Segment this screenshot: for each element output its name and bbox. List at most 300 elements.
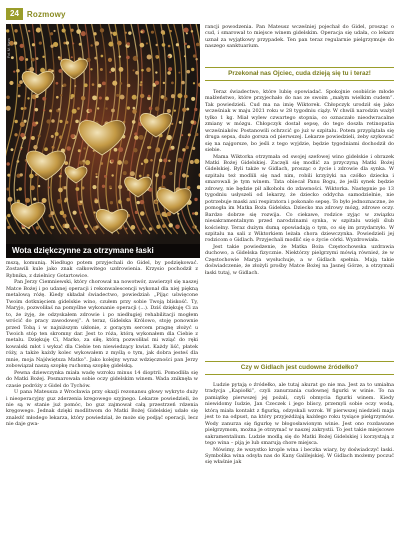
rosary-bead [168, 45, 171, 48]
rosary-bead [169, 30, 171, 32]
rosary-bead [58, 188, 63, 193]
rosary-bead [132, 120, 136, 124]
rosary-bead [49, 109, 52, 112]
rosary-bead [149, 107, 153, 111]
rosary-bead [127, 106, 130, 109]
rosary-bead [148, 95, 151, 98]
rosary-bead [188, 133, 191, 136]
rosary-bead [60, 173, 62, 175]
rosary-bead [7, 174, 10, 177]
rosary-bead [9, 81, 13, 85]
rosary-bead [171, 123, 173, 125]
rosary-bead [6, 95, 10, 99]
rosary-bead [105, 107, 107, 109]
rosary-bead [184, 28, 189, 33]
rosary-bead [127, 42, 130, 45]
rosary-bead [88, 109, 92, 113]
rosary-bead [194, 108, 197, 111]
rosary-bead [14, 133, 17, 136]
rosary-bead [36, 28, 41, 33]
rosary-bead [20, 44, 24, 48]
rosary-bead [116, 94, 119, 97]
rosary-bead [108, 58, 112, 62]
rosary-bead [43, 109, 45, 111]
rosary-bead [192, 147, 195, 150]
rosary-bead [59, 120, 62, 123]
rosary-bead [124, 160, 128, 164]
rosary-bead [25, 58, 28, 61]
rosary-bead [93, 211, 95, 213]
rosary-bead [192, 212, 195, 215]
rosary-bead [81, 186, 84, 189]
rosary-bead [125, 227, 127, 229]
rosary-bead [78, 149, 81, 152]
rosary-bead [135, 71, 139, 75]
rosary-bead [94, 57, 97, 60]
rosary-bead [139, 135, 144, 140]
rosary-bead [84, 224, 88, 228]
rosary-bead [155, 106, 160, 111]
article-right-middle [205, 89, 394, 276]
rosary-bead [156, 211, 160, 215]
rosary-bead [100, 28, 104, 32]
section-title: Rozmowy [26, 9, 66, 19]
rosary-bead [171, 94, 175, 98]
rosary-bead [113, 32, 117, 36]
divider-rule [205, 361, 394, 362]
rosary-bead [185, 146, 189, 150]
rosary-bead [59, 136, 62, 139]
rosary-bead [23, 120, 26, 123]
rosary-bead [111, 109, 115, 113]
rosary-bead [56, 96, 59, 99]
rosary-bead [163, 158, 167, 162]
rosary-bead [168, 56, 170, 58]
rosary-bead [60, 94, 62, 96]
rosary-bead [11, 148, 14, 151]
rosary-bead [52, 146, 55, 149]
rosary-bead [177, 213, 179, 215]
article-paragraph: Pewna dziewczynka miała wadę wzroku minus 14 dioptrii. Pomodliła się do Matki Bożej. Posmarowała sobie oczy gidelskim winem. Wada zniknęła w czasie podróży z Gidel do Tychów. [6, 369, 198, 389]
rosary-bead [38, 135, 41, 138]
rosary-bead [137, 201, 140, 204]
rosary-bead [133, 69, 135, 71]
rosary-bead [187, 45, 190, 48]
rosary-bead [53, 30, 55, 32]
divider-rule [205, 374, 394, 375]
rosary-bead [30, 185, 35, 190]
rosary-bead [167, 71, 171, 75]
rosary-bead [24, 107, 27, 110]
rosary-bead [51, 135, 54, 138]
rosary-bead [6, 162, 9, 165]
article-left-column [6, 260, 198, 428]
rosary-bead [33, 198, 36, 201]
rosary-bead [132, 95, 137, 100]
rosary-bead [190, 120, 194, 124]
rosary-bead [99, 96, 102, 99]
rosary-bead [149, 227, 152, 230]
rosary-bead [32, 43, 35, 46]
rosary-bead [191, 30, 193, 32]
rosary-bead [155, 55, 158, 58]
rosary-bead [123, 171, 127, 175]
rosary-bead [21, 107, 24, 110]
article-right-bottom [205, 382, 394, 466]
rosary-bead [193, 54, 196, 57]
rosary-bead [11, 56, 14, 59]
rosary-bead [27, 69, 29, 71]
rosary-bead [14, 29, 17, 32]
rosary-bead [110, 201, 113, 204]
rosary-bead [162, 43, 166, 47]
rosary-bead [31, 58, 35, 62]
rosary-bead [53, 42, 58, 47]
article-paragraph: rancji powodzenia. Pan Mateusz wcześniej pojechał do Gidel, prosząc o cud, i smarował to miejsce winem gidelskim. Operacja się udała, co lekarz uznał za wyjątkowy przypadek. Ten pan teraz regularnie pielgrzymuje do naszego sanktuarium. [205, 24, 394, 50]
rosary-bead [195, 133, 198, 136]
rosary-bead [184, 95, 188, 99]
rosary-bead [178, 72, 180, 74]
article-paragraph: Jest takie powiedzenie, że Matka Boża Częstochowska uzdrawia duchowo, a Gidelska fizycznie. Niektórzy pielgrzymi mówią również, że w Częstochowie Maryja wysłuchuje, a w Gidlach spełnia. Mają takie doświadczenie, że złożyli prośby Matce Bożej na Jasnej Górze, a otrzymali łaski tutaj, w Gidlach. [205, 243, 394, 276]
rosary-bead [31, 136, 35, 140]
rosary-bead [97, 107, 99, 109]
rosary-bead [6, 29, 9, 32]
rosary-bead [133, 107, 136, 110]
rosary-bead [156, 225, 160, 229]
rosary-bead [176, 43, 179, 46]
rosary-bead [177, 158, 182, 163]
rosary-bead [96, 176, 98, 178]
rosary-bead [168, 160, 170, 162]
rosary-bead [140, 94, 144, 98]
rosary-bead [147, 174, 150, 177]
rosary-bead [162, 32, 165, 35]
rosary-bead [48, 186, 50, 188]
rosary-bead [179, 121, 182, 124]
rosary-bead [111, 174, 113, 176]
rosary-bead [50, 211, 54, 215]
rosary-bead [33, 145, 37, 149]
rosary-bead [147, 54, 152, 59]
rosary-bead [162, 224, 166, 228]
rosary-bead [175, 224, 180, 229]
rosary-bead [190, 160, 194, 164]
rosary-bead [79, 43, 82, 46]
rosary-bead [17, 84, 20, 87]
rosary-bead [44, 147, 48, 151]
subheading-spring: Czy w Gidlach jest cudowne źródełko? [240, 364, 359, 371]
rosary-bead [50, 32, 53, 35]
rosary-bead [72, 43, 74, 45]
rosary-bead [19, 187, 22, 190]
rosary-bead [83, 147, 85, 149]
rosary-bead [150, 159, 153, 162]
rosary-bead [112, 81, 117, 86]
rosary-bead [141, 163, 143, 165]
rosary-bead [155, 71, 157, 73]
rosary-bead [51, 119, 55, 123]
rosary-bead [74, 85, 76, 87]
rosary-bead [186, 70, 190, 74]
rosary-bead [95, 173, 97, 175]
rosary-bead [125, 32, 127, 34]
rosary-bead [95, 225, 98, 228]
rosary-bead [163, 97, 167, 101]
rosary-bead [58, 69, 62, 73]
rosary-bead [194, 159, 199, 164]
rosary-bead [77, 107, 80, 110]
rosary-bead [63, 214, 67, 218]
rosary-bead [95, 41, 100, 46]
rosary-bead [73, 211, 77, 215]
rosary-bead [117, 160, 122, 165]
photo-caption: Wota dziękczynne za otrzymane łaski [6, 244, 200, 258]
rosary-bead [135, 211, 138, 214]
rosary-bead [63, 83, 66, 86]
rosary-bead [117, 41, 122, 46]
rosary-bead [162, 175, 166, 179]
rosary-bead [56, 82, 59, 85]
page-header [6, 8, 66, 20]
rosary-bead [51, 70, 54, 73]
rosary-bead [19, 56, 24, 61]
rosary-bead [80, 200, 83, 203]
rosary-bead [127, 84, 131, 88]
rosary-bead [186, 175, 188, 177]
rosary-bead [102, 185, 105, 188]
rosary-bead [186, 108, 189, 111]
rosary-bead [29, 174, 34, 179]
rosary-bead [148, 188, 152, 192]
rosary-bead [92, 185, 96, 189]
rosary-bead [182, 108, 186, 112]
rosary-bead [184, 55, 186, 57]
rosary-bead [90, 68, 92, 70]
article-paragraph: mszą, komunią. Niedługo potem przyjechali do Gidel, by podziękować. Zostawili kule jako znak całkowitego uzdrowienia. Krzysio pochodził z Rybnika, z dzielnicy Gotartowice. [6, 260, 198, 279]
rosary-bead [59, 175, 62, 178]
article-right-top [205, 24, 394, 50]
rosary-bead [109, 185, 112, 188]
rosary-bead [196, 43, 200, 47]
rosary-bead [14, 120, 17, 123]
article-paragraph: U pana Mateusza z Wrocławia przy okazji rezonansu głowy wykryto duży i nieoperacyjny guz zderzenia kregowego szyjnego. Lekarze powiedzieli, że nie są w stanie już pomóc, bo guz zajmował całą przestrzeń rdzenia kręgowego. Jednak dzięki modlitwom do Matki Bożej Gidelskiej udało się znaleźć młodego lekarza, który powiedział, że może się podjąć operacji, lecz nie daje gwa- [6, 389, 198, 428]
rosary-bead [177, 93, 182, 98]
rosary-bead [140, 43, 145, 48]
rosary-bead [154, 200, 157, 203]
rosary-bead [151, 31, 154, 34]
rosary-bead [195, 58, 197, 60]
rosary-bead [140, 83, 143, 86]
rosary-bead [16, 69, 20, 73]
rosary-bead [64, 200, 67, 203]
rosary-bead [119, 56, 121, 58]
rosary-bead [109, 71, 111, 73]
article-paragraph: Teraz świadectwo, które lubię opowiadać. Spokojnie osobiście młode małżeństwo, które przyjechało do nas ze swoim „małym wielkim cudem”. Tak powiedzieli. Cud ma na imię Wiktorek. Chłopczyk urodził się jako wcześniak w maju 2021 roku w 28 tygodniu ciąży. W chwili narodzin ważył tylko 1 kg. Miał wylew czwartego stopnia, co oznaczało nieodwracalne zmiany w mózgu. Chłopczyk dostał sepsę, do tego doszła retinopatia wcześniaków. Postanowili ochrzcić go już w szpitalu. Potem przyplątała się druga sepsa, dużo gorsza od pierwszej. Lekarze powiedzieli, żeby szykować się na najgorsze, bo jeśli z tego wyjdzie, będzie tygodniami dochodził do siebie. [205, 89, 394, 154]
article-paragraph: Pan Jerzy Ciemniewski, który chorował na nowotwór, zawierzył się naszej Matce Bożej i po udanej operacji i rekonwalescencji wykonał dla niej piękną metalową różę. Kiedy składał świadectwo, powiedział: „Pijąc uświęcone Twoim dotknięciem gidelskie wino, czułem przy sobie Twoją bliskość. Ty, Maryjo, pozwoliłaś na pomyślne wykonanie operacji (...). Dziś dziękuję Ci za to, że żyję, że odzyskałem zdrowie i po niedługiej rehabilitacji mogłem wrócić do pracy zawodowej”. A teraz, Gidelska Królowo, stoję ponownie przed Tobą i w najniższym ukłonie, z gorącym sercem pragnę złożyć u Twoich stóp ten skromny dar. Jest to róża, którą wykonałem dla Ciebie z metalu. Dziękuję Ci, Marko, za siłę, którą pozwoliłaś mi wziąć do ręki kowalski młot i wykuć dla Ciebie ten niewiedzący kwiat. Każdy liść, płatek róży, a także każdy kolec wykowałem z myślą o tym, jak dobra jesteś dla mnie, moja Najświętsza Matko”. Jako kolejny wyraz wdzięczności pan Jerzy zobowiązał naszą szopkę ruchomą szopkę gidelską. [6, 279, 198, 370]
rosary-bead [100, 68, 103, 71]
rosary-bead [108, 42, 113, 47]
rosary-bead [155, 147, 160, 152]
rosary-bead [101, 55, 104, 58]
rosary-bead [194, 198, 197, 201]
rosary-bead [66, 146, 71, 151]
rosary-bead [70, 134, 74, 138]
rosary-bead [146, 42, 148, 44]
rosary-bead [42, 56, 44, 58]
rosary-bead [55, 132, 59, 136]
rosary-bead [64, 186, 67, 189]
rosary-bead [100, 162, 103, 165]
rosary-bead [111, 159, 114, 162]
rosary-bead [133, 148, 137, 152]
rosary-bead [131, 225, 136, 230]
rosary-bead [169, 172, 172, 175]
rosary-bead [82, 160, 85, 163]
rosary-bead [140, 81, 142, 83]
rosary-bead [98, 84, 102, 88]
rosary-bead [191, 68, 194, 71]
rosary-bead [132, 109, 137, 114]
rosary-bead [149, 146, 152, 149]
rosary-bead [155, 173, 159, 177]
rosary-bead [90, 44, 92, 46]
rosary-bead [155, 81, 159, 85]
rosary-bead [51, 226, 54, 229]
rosary-bead [94, 199, 98, 203]
divider-rule [205, 67, 394, 68]
votive-offerings-photo [6, 24, 200, 258]
rosary-bead [64, 223, 69, 228]
rosary-bead [62, 28, 66, 32]
votive-offerings-illustration [6, 24, 200, 258]
rosary-bead [182, 173, 186, 177]
rosary-bead [71, 94, 75, 98]
article-paragraph: Ludzie pytają o źródełko, ale tutaj akurat go nie ma. Jest za to umiałna tradycja „Kapiołki”, czyli zanurzania cudownej figurki w winie. To na pamiątkę pierwszej jej pożali, czyli obmycia figurki winem. Kiedy niewidomy Iudzie, Jan Czeczek i jego bliscy, przemyli sobie oczy wodą, którą miała kontakt z figurką, odzyskali wzrok. W pierwszej niedzieli maja jest to na odpust, na który przyjeżdżają każdego roku tysiące pielgrzymów. Wody zanurza się figurkę w błogosławionym winie. Jest ono rozdawane pielgrzymom, można je otrzymać w naszej zakrystii. To jest takie miejscowe sakramentalium. Ludzie modlą się do Matki Bożej Gidelskiej i korzystają z tego wina – piją je lub smarują chore miejsca. [205, 382, 394, 447]
rosary-bead [81, 31, 86, 36]
rosary-bead [20, 173, 23, 176]
article-paragraph: Mama Wiktorka otrzymała od swojej szefowej wino gidelskie i obrazek Matki Bożej Gidelskiej. Zaczęli się modlić za przyczyną Matki Bożej Gidelskiej. Byli także w Gidlach, prosząc o życie i zdrowie dla synka. W szpitalu też modlili się nad nim, robili krzyżyki na czółko dziecka i smarowali je tym winem. Tata obiecał Panu Bogu, że jeśli synek będzie zdrowy, nie będzie pił alkoholu do zdawności. Wiktorka. Następnie po 13 tygodniu usłyszeli od lekarzy, że dziecko oddycha samodzielnie, nie potrzebuje maski ani respiratora i pokonało sepsę. To było jednoznaczne, że pomogła im Matka Boża Gidelska. Dziecko ma zdrowy mózg, zdrowe oczy. Bardzo dobrze się rozwija. Co ciekawe, rodzice zyjąc w związku niesakramentalnym przed narodzinami synka, w szpitalu wzięli ślub kościelny. Teraz dużym dumą opowiadają o tym, co się im przydarzyło. W szpitalu na sali z Wiktorkiem leżała chora dziewczynka. Powiedzieli jej rodzicom o Gidlach. Przyjechali modlić się o życie córki. Wyzdrowiała. [205, 153, 394, 244]
rosary-bead [171, 81, 174, 84]
rosary-bead [20, 122, 25, 127]
rosary-bead [16, 189, 18, 191]
rosary-bead [74, 227, 77, 230]
rosary-bead [27, 97, 29, 99]
rosary-bead [7, 197, 12, 202]
rosary-bead [7, 214, 11, 218]
rosary-bead [20, 133, 25, 138]
rosary-bead [134, 132, 137, 135]
rosary-bead [70, 29, 73, 32]
rosary-bead [66, 41, 69, 44]
rosary-bead [182, 148, 185, 151]
rosary-bead [167, 109, 171, 113]
rosary-bead [181, 81, 185, 85]
rosary-bead [13, 71, 15, 73]
photo-credit: Fot. M. Hass [7, 38, 11, 58]
rosary-bead [193, 82, 195, 84]
rosary-bead [184, 42, 187, 45]
rosary-bead [19, 80, 23, 84]
rosary-bead [85, 160, 90, 165]
rosary-bead [36, 57, 39, 60]
rosary-bead [144, 159, 149, 164]
rosary-bead [65, 121, 68, 124]
rosary-bead [80, 211, 82, 213]
rosary-bead [7, 226, 10, 229]
rosary-bead [140, 211, 145, 216]
rosary-bead [57, 199, 62, 204]
rosary-bead [36, 226, 40, 230]
rosary-bead [140, 31, 142, 33]
rosary-bead [120, 82, 123, 85]
rosary-bead [146, 67, 151, 72]
rosary-bead [120, 95, 125, 100]
rosary-bead [139, 175, 142, 178]
rosary-bead [155, 44, 157, 46]
page-number: 24 [6, 8, 23, 20]
rosary-bead [118, 185, 122, 189]
rosary-bead [25, 198, 30, 203]
rosary-bead [58, 56, 60, 58]
rosary-bead [114, 148, 118, 152]
rosary-bead [71, 56, 73, 58]
rosary-bead [6, 188, 9, 191]
rosary-bead [42, 97, 46, 101]
rosary-bead [159, 159, 162, 162]
rosary-bead [119, 67, 124, 72]
rosary-bead [18, 95, 21, 98]
rosary-bead [76, 29, 81, 34]
rosary-bead [118, 147, 123, 152]
rosary-bead [93, 32, 96, 35]
rosary-bead [111, 68, 115, 72]
rosary-bead [35, 108, 39, 112]
rosary-bead [14, 42, 17, 45]
rosary-bead [174, 109, 176, 111]
rosary-bead [181, 134, 183, 136]
rosary-bead [194, 212, 198, 216]
rosary-bead [84, 83, 88, 87]
rosary-bead [39, 42, 42, 45]
rosary-bead [133, 56, 138, 61]
subheading-miracles: Przekonał nas Ojciec, cuda dzieją się tu i teraz! [228, 70, 371, 77]
rosary-bead [75, 187, 79, 191]
rosary-bead [140, 200, 144, 204]
rosary-bead [142, 227, 145, 230]
rosary-bead [35, 122, 38, 125]
rosary-bead [92, 95, 97, 100]
rosary-bead [17, 160, 20, 163]
rosary-bead [167, 135, 172, 140]
rosary-bead [92, 83, 95, 86]
rosary-bead [75, 120, 79, 124]
rosary-bead [141, 69, 144, 72]
rosary-bead [21, 147, 23, 149]
article-paragraph: Mówimy, że wszystko krople wina i beczka wiary, by doświadczyć łaski. Symbolika wina odsyła nas do Kany Galilejskiej. W Gidlach możemy poczuć się właśnie jak [205, 446, 394, 466]
rosary-bead [72, 109, 77, 114]
rosary-bead [81, 96, 85, 100]
rosary-bead [118, 200, 122, 204]
rosary-bead [29, 67, 34, 72]
rosary-bead [38, 185, 40, 187]
rosary-bead [110, 32, 112, 34]
rosary-bead [186, 32, 188, 34]
rosary-bead [134, 135, 138, 139]
divider-rule [205, 80, 394, 81]
rosary-bead [28, 30, 30, 32]
rosary-bead [168, 223, 172, 227]
rosary-bead [128, 31, 131, 34]
